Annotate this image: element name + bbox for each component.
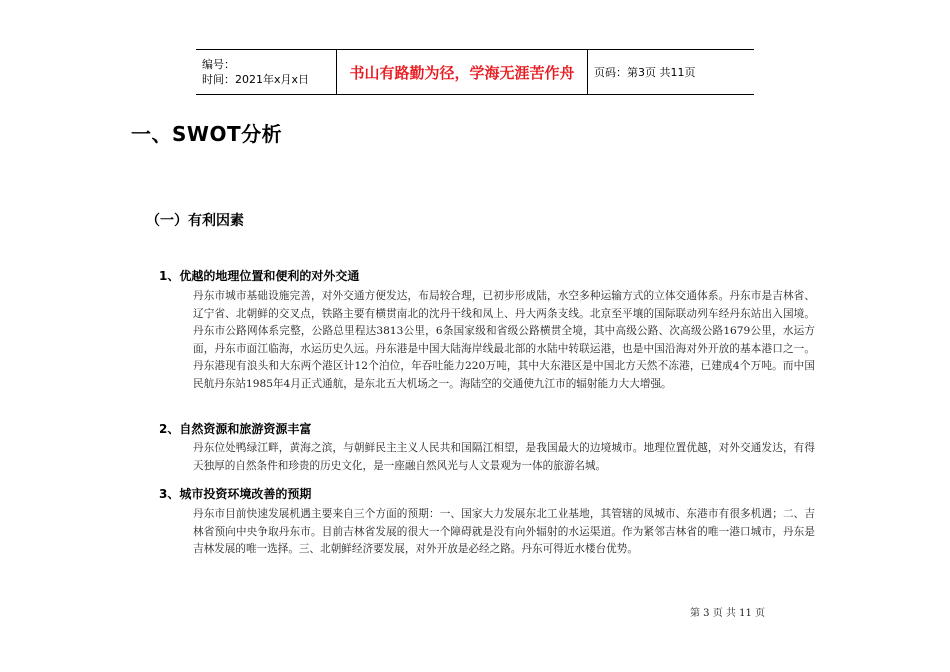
item-paragraph-3: 丹东市目前快速发展机遇主要来自三个方面的预期：一、国家大力发展东北工业基地，其管辖的凤城市、东港市有很多机遇；二、吉林省预向中央争取丹东市。目前吉林省发展的很大一个障碍就是没有向外辐射的水运渠道。作为紧邻吉林省的唯一港口城市，丹东是吉林发展的唯一选择。三、北朝鲜经济要发展，对外开放是必经之路。丹东可得近水楼台优势。 [193,508,815,556]
number-label: 编号： [202,58,235,71]
item-heading-1: 1、优越的地理位置和便利的对外交通 [159,269,360,283]
header-motto: 书山有路勤为径，学海无涯苦作舟 [337,50,588,95]
header-info-cell [196,50,337,95]
section-heading: （一）有利因素 [146,213,244,229]
time-label: 时间：2021年x月x日 [202,73,310,86]
document-title: 一、SWOT分析 [131,122,283,146]
item-paragraph-2: 丹东位处鸭绿江畔，黄海之滨，与朝鲜民主主义人民共和国隔江相望，是我国最大的边境城市。地理位置优越，对外交通发达，有得天独厚的自然条件和珍贵的历史文化，是一座融自然风光与人文景观为一体的旅游名城。 [193,442,815,472]
item-heading-3: 3、城市投资环境改善的预期 [159,487,312,501]
page-header [196,49,754,95]
item-heading-2: 2、自然资源和旅游资源丰富 [159,422,312,436]
header-page-label: 页码：第3页 共11页 [588,50,755,95]
item-paragraph-1: 丹东市城市基础设施完善，对外交通方便发达，布局较合理，已初步形成陆，水空多种运输方式的立体交通体系。丹东市是吉林省、辽宁省、北朝鲜的交叉点，铁路主要有横贯南北的沈丹干线和凤上、丹大两条支线。北京至平壤的国际联动列车经丹东站出入国境。丹东市公路网体系完整，公路总里程达3813公里，6条国家级和省级公路横贯全境，其中高级公路、次高级公路1679公里，水运方面，丹东市面江临海，水运历史久远。丹东港是中国大陆海岸线最北部的水陆中转联运港，也是中国沿海对外开放的基本港口之一。丹东港现有浪头和大东两个港区计12个泊位，年吞吐能力220万吨，其中大东港区是中国北方天然不冻港，已建成4个万吨。而中国民航丹东站1985年4月正式通航，是东北五大机场之一。海陆空的交通使九江市的辐射能力大大增强。 [193,290,815,390]
page-footer: 第 3 页 共 11 页 [690,608,765,619]
